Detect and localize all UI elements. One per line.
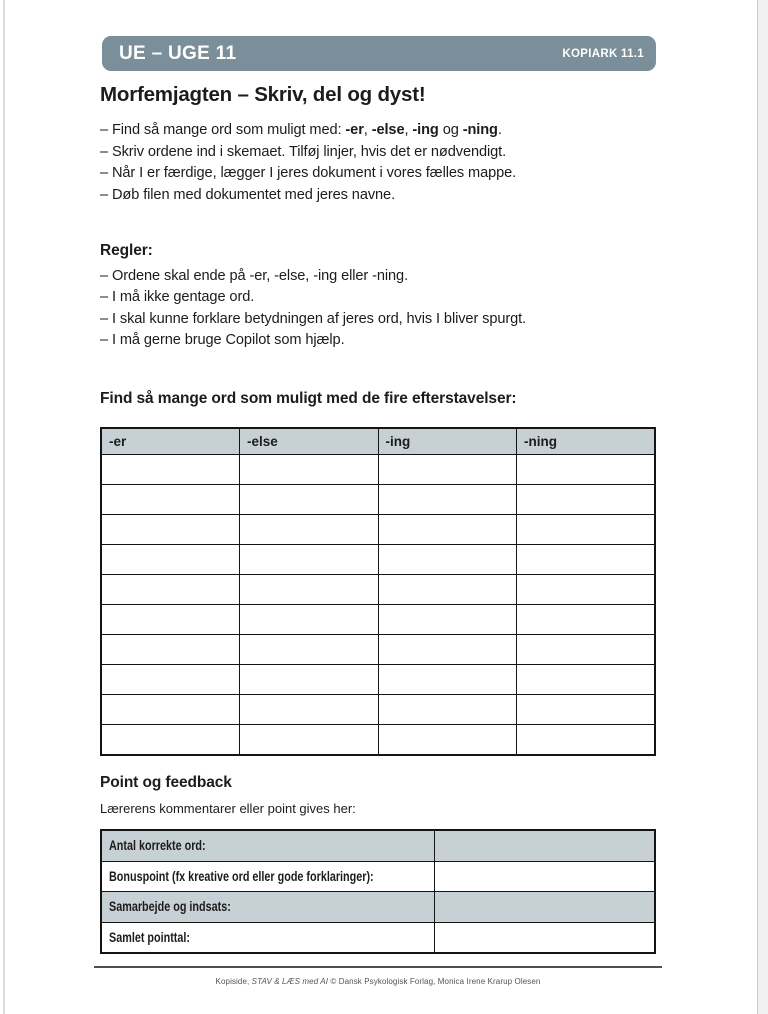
- feedback-table: [100, 829, 656, 954]
- word-table-cell: [101, 605, 240, 635]
- page-left-edge: [3, 0, 5, 1014]
- feedback-value-cell: [435, 892, 656, 923]
- word-table-cell: [378, 545, 517, 575]
- bullet-item: – Døb filen med dokumentet med jeres navne.: [100, 187, 396, 204]
- word-table-header-cell: -else: [240, 428, 379, 455]
- word-table-cell: [240, 455, 379, 485]
- feedback-label-cell: Antal korrekte ord:: [101, 830, 435, 861]
- bullet-item: – Skriv ordene ind i skemaet. Tilføj linjer, hvis det er nødvendigt.: [100, 143, 507, 160]
- word-table-cell: [517, 515, 656, 545]
- word-table-cell: [101, 575, 240, 605]
- word-table-row: [101, 665, 655, 695]
- word-table-cell: [378, 665, 517, 695]
- word-table-cell: [101, 665, 240, 695]
- word-table-cell: [517, 455, 656, 485]
- word-table-cell: [517, 605, 656, 635]
- word-table-cell: [517, 575, 656, 605]
- feedback-value-cell: [435, 922, 656, 953]
- word-table-cell: [240, 545, 379, 575]
- intro-instructions-list: [100, 120, 656, 207]
- word-table-cell: [517, 545, 656, 575]
- text-segment: STAV & LÆS med AI: [251, 977, 329, 986]
- rules-list: [100, 266, 656, 352]
- word-table-cell: [101, 515, 240, 545]
- word-table-heading: Find så mange ord som muligt med de fire efterstavelser:: [100, 390, 517, 407]
- word-table-cell: [378, 725, 517, 756]
- bullet-item: – I må ikke gentage ord.: [100, 289, 255, 306]
- word-table-row: [101, 635, 655, 665]
- bullet-item: – Find så mange ord som muligt med: -er, -else, -ing og -ning.: [100, 122, 502, 138]
- word-table-cell: [240, 665, 379, 695]
- feedback-value-cell: [435, 861, 656, 892]
- feedback-row: [101, 922, 655, 953]
- word-table-row: [101, 515, 655, 545]
- bullet-item: – Når I er færdige, lægger I jeres dokument i vores fælles mappe.: [100, 165, 517, 182]
- word-table-row: [101, 575, 655, 605]
- word-table-row: [101, 605, 655, 635]
- word-table-row: [101, 545, 655, 575]
- word-table-cell: [101, 695, 240, 725]
- word-table-cell: [378, 485, 517, 515]
- feedback-heading: Point og feedback: [100, 774, 232, 791]
- word-table-cell: [378, 635, 517, 665]
- word-table-cell: [517, 665, 656, 695]
- word-table-cell: [517, 635, 656, 665]
- text-segment: Kopiside,: [215, 977, 252, 986]
- feedback-row: [101, 830, 655, 861]
- bullet-item: – I må gerne bruge Copilot som hjælp.: [100, 332, 345, 349]
- word-table-cell: [240, 695, 379, 725]
- feedback-label-cell: Samarbejde og indsats:: [101, 892, 435, 923]
- word-table-header-row: [101, 428, 655, 455]
- rules-heading: Regler:: [100, 242, 153, 259]
- word-table-cell: [378, 695, 517, 725]
- bullet-item: – I skal kunne forklare betydningen af jeres ord, hvis I bliver spurgt.: [100, 310, 527, 327]
- word-table: [100, 427, 656, 756]
- word-table-cell: [240, 575, 379, 605]
- text-segment: © Dansk Psykologisk Forlag, Monica Irene Krarup Olesen: [328, 977, 541, 986]
- header-course-label: UE – UGE 11: [119, 42, 237, 64]
- word-table-header-cell: -ing: [378, 428, 517, 455]
- word-table-cell: [101, 545, 240, 575]
- header-bar: [102, 36, 656, 71]
- word-table-cell: [517, 695, 656, 725]
- word-table-cell: [101, 485, 240, 515]
- word-table-body: [101, 455, 655, 756]
- worksheet-title: Morfemjagten – Skriv, del og dyst!: [100, 83, 426, 106]
- word-table-header-cell: -er: [101, 428, 240, 455]
- feedback-row: [101, 861, 655, 892]
- word-table-row: [101, 695, 655, 725]
- word-table-cell: [101, 635, 240, 665]
- feedback-subheading: Lærerens kommentarer eller point gives her:: [100, 801, 356, 816]
- header-sheet-label: KOPIARK 11.1: [562, 47, 644, 60]
- word-table-cell: [240, 605, 379, 635]
- feedback-label-cell: Samlet pointtal:: [101, 922, 435, 953]
- word-table-cell: [378, 605, 517, 635]
- word-table-cell: [517, 485, 656, 515]
- feedback-value-cell: [435, 830, 656, 861]
- word-table-cell: [378, 515, 517, 545]
- footer-credit: [80, 977, 676, 986]
- word-table-cell: [101, 455, 240, 485]
- word-table-cell: [378, 455, 517, 485]
- viewer-gutter: [757, 0, 768, 1014]
- word-table-cell: [240, 515, 379, 545]
- word-table-cell: [240, 485, 379, 515]
- worksheet-page: [100, 0, 656, 1014]
- word-table-header-cell: -ning: [517, 428, 656, 455]
- footer-divider: [94, 966, 662, 968]
- feedback-label-cell: Bonuspoint (fx kreative ord eller gode forklaringer):: [101, 861, 435, 892]
- word-table-row: [101, 455, 655, 485]
- word-table-cell: [240, 725, 379, 756]
- word-table-cell: [101, 725, 240, 756]
- word-table-row: [101, 725, 655, 756]
- word-table-cell: [240, 635, 379, 665]
- word-table-cell: [517, 725, 656, 756]
- feedback-row: [101, 892, 655, 923]
- bullet-item: – Ordene skal ende på -er, -else, -ing eller -ning.: [100, 268, 409, 284]
- word-table-row: [101, 485, 655, 515]
- feedback-table-body: [101, 830, 655, 953]
- word-table-cell: [378, 575, 517, 605]
